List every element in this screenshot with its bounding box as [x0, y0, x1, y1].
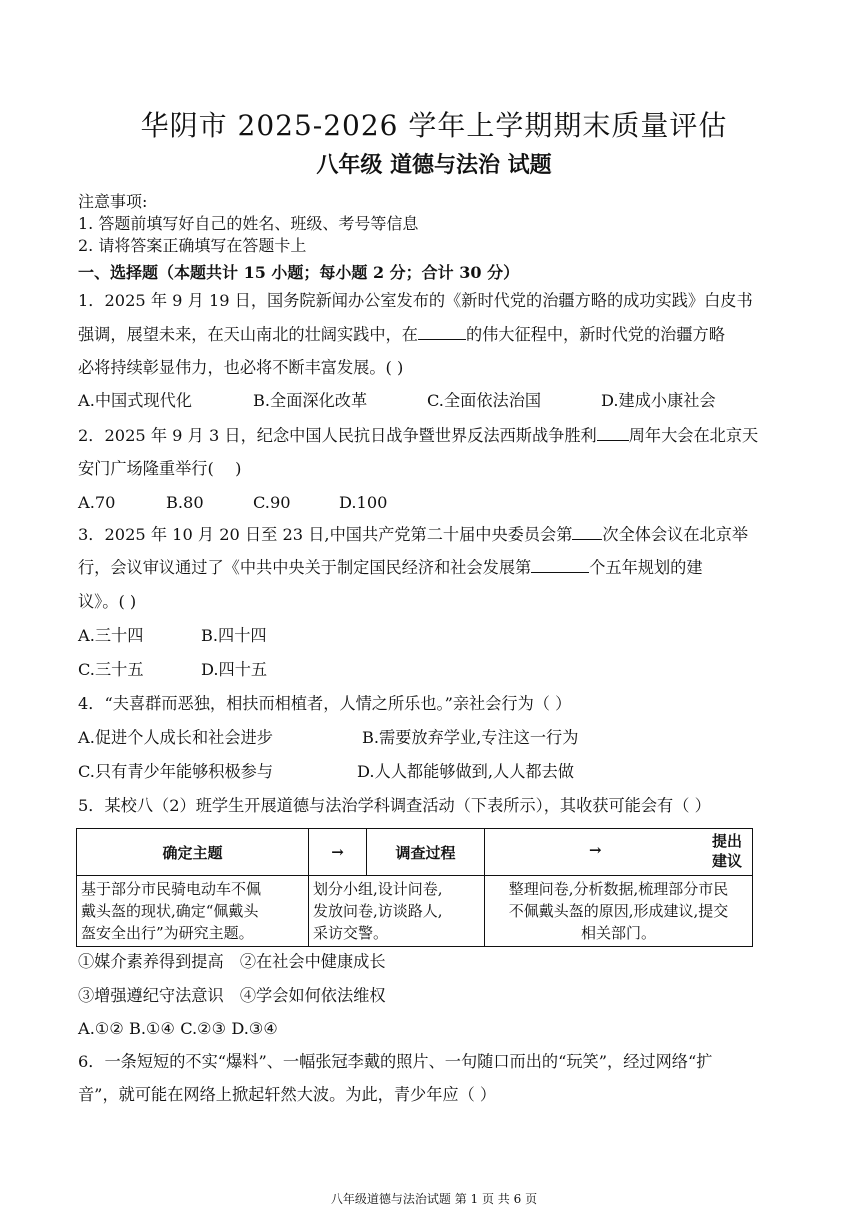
q5-options: A.①② B.①④ C.②③ D.③④: [78, 1019, 278, 1038]
q1-line: [78, 325, 725, 345]
q2-text: 周年大会在北京天: [628, 426, 759, 445]
table-cell: [309, 876, 485, 947]
cell-line: 不佩戴头盔的原因,形成建议,提交: [508, 902, 729, 920]
option: A.促进个人成长和社会进步: [78, 728, 273, 747]
q2-line: 安门广场隆重举行( ): [78, 459, 242, 478]
cell-line: 划分小组,设计问卷,: [313, 880, 443, 898]
q5-statement: ①媒介素养得到提高 ②在社会中健康成长: [78, 952, 386, 971]
q1-line: 1．2025 年 9 月 19 日，国务院新闻办公室发布的《新时代党的治疆方略的成功实践》白皮书: [78, 291, 753, 310]
table-header: 提出建议: [711, 832, 742, 870]
q1-line: 必将持续彰显伟力，也必将不断丰富发展。( ): [78, 358, 404, 377]
table-header: 调查过程: [367, 829, 485, 876]
note-item: 2. 请将答案正确填写在答题卡上: [78, 236, 307, 255]
option: A.70: [78, 493, 116, 512]
notes-heading: 注意事项:: [78, 192, 148, 211]
survey-table: [76, 828, 753, 947]
q1-text: 强调，展望未来，在天山南北的壮阔实践中，在: [78, 325, 418, 344]
q6-line: 6．一条短短的不实“爆料”、一幅张冠李戴的照片、一句随口而出的“玩笑”，经过网络“扩: [78, 1052, 713, 1071]
q1-text: 的伟大征程中，新时代党的治疆方略: [465, 325, 725, 344]
q3-line: [78, 525, 748, 545]
option: A.三十四: [78, 626, 144, 645]
page-footer: 八年级道德与法治试题 第 1 页 共 6 页: [330, 1192, 538, 1206]
arrow-icon: →: [589, 841, 602, 859]
option: C.全面依法治国: [427, 391, 542, 410]
exam-title: 华阴市 2025-2026 学年上学期期末质量评估: [140, 109, 728, 142]
option: D.四十五: [201, 660, 268, 679]
q4-line: 4．“夫喜群而恶独，相扶而相植者，人情之所乐也。”亲社会行为（ ）: [78, 694, 572, 713]
q3-line: 议》。( ): [78, 592, 137, 611]
option: B.全面深化改革: [253, 391, 368, 410]
option: D.人人都能够做到,人人都去做: [357, 762, 574, 781]
cell-line: 基于部分市民骑电动车不佩: [81, 880, 262, 898]
exam-subtitle: 八年级 道德与法治 试题: [316, 152, 552, 178]
q5-line: 5．某校八（2）班学生开展道德与法治学科调查活动（下表所示），其收获可能会有（ ）: [78, 796, 711, 815]
q3-text: 个五年规划的建: [589, 558, 703, 577]
table-cell: [77, 876, 309, 947]
option: D.100: [339, 493, 388, 512]
section-heading: 一、选择题（本题共计 15 小题；每小题 2 分；合计 30 分）: [78, 263, 520, 282]
cell-line: 戴头盔的现状,确定“佩戴头: [81, 902, 259, 920]
q2-line: [78, 426, 758, 446]
table-row: [77, 876, 753, 947]
cell-line: 整理问卷,分析数据,梳理部分市民: [508, 880, 729, 898]
note-item: 1. 答题前填写好自己的姓名、班级、考号等信息: [78, 214, 419, 233]
q6-line: 音”，就可能在网络上掀起轩然大波。为此，青少年应（ ）: [78, 1085, 497, 1104]
option: C.只有青少年能够积极参与: [78, 762, 274, 781]
option: C.90: [253, 493, 291, 512]
q3-text: 行，会议审议通过了《中共中央关于制定国民经济和社会发展第: [78, 558, 532, 577]
answer-blank: [418, 339, 466, 340]
option: A.中国式现代化: [78, 391, 192, 410]
q3-text: 次全体会议在北京举: [602, 525, 749, 544]
table-header-row: [77, 829, 753, 876]
option: B.需要放弃学业,专注这一行为: [362, 728, 579, 747]
answer-blank: [531, 572, 589, 573]
cell-line: 盔安全出行”为研究主题。: [81, 924, 254, 942]
option: B.80: [166, 493, 204, 512]
table-header-group: [485, 829, 753, 876]
q3-line: [78, 558, 703, 578]
answer-blank: [572, 539, 602, 540]
q5-statement: ③增强遵纪守法意识 ④学会如何依法维权: [78, 986, 386, 1005]
option: B.四十四: [201, 626, 267, 645]
q2-text: 2．2025 年 9 月 3 日，纪念中国人民抗日战争暨世界反法西斯战争胜利: [78, 426, 597, 445]
table-cell: [485, 876, 753, 947]
arrow-icon: →: [309, 829, 367, 876]
answer-blank: [597, 440, 629, 441]
cell-line: 相关部门。: [580, 924, 656, 942]
q3-text: 3．2025 年 10 月 20 日至 23 日,中国共产党第二十届中央委员会第: [78, 525, 573, 544]
cell-line: 发放问卷,访谈路人,: [313, 902, 443, 920]
table-header: 确定主题: [77, 829, 309, 876]
cell-line: 采访交警。: [313, 924, 389, 942]
option: D.建成小康社会: [601, 391, 716, 410]
option: C.三十五: [78, 660, 144, 679]
